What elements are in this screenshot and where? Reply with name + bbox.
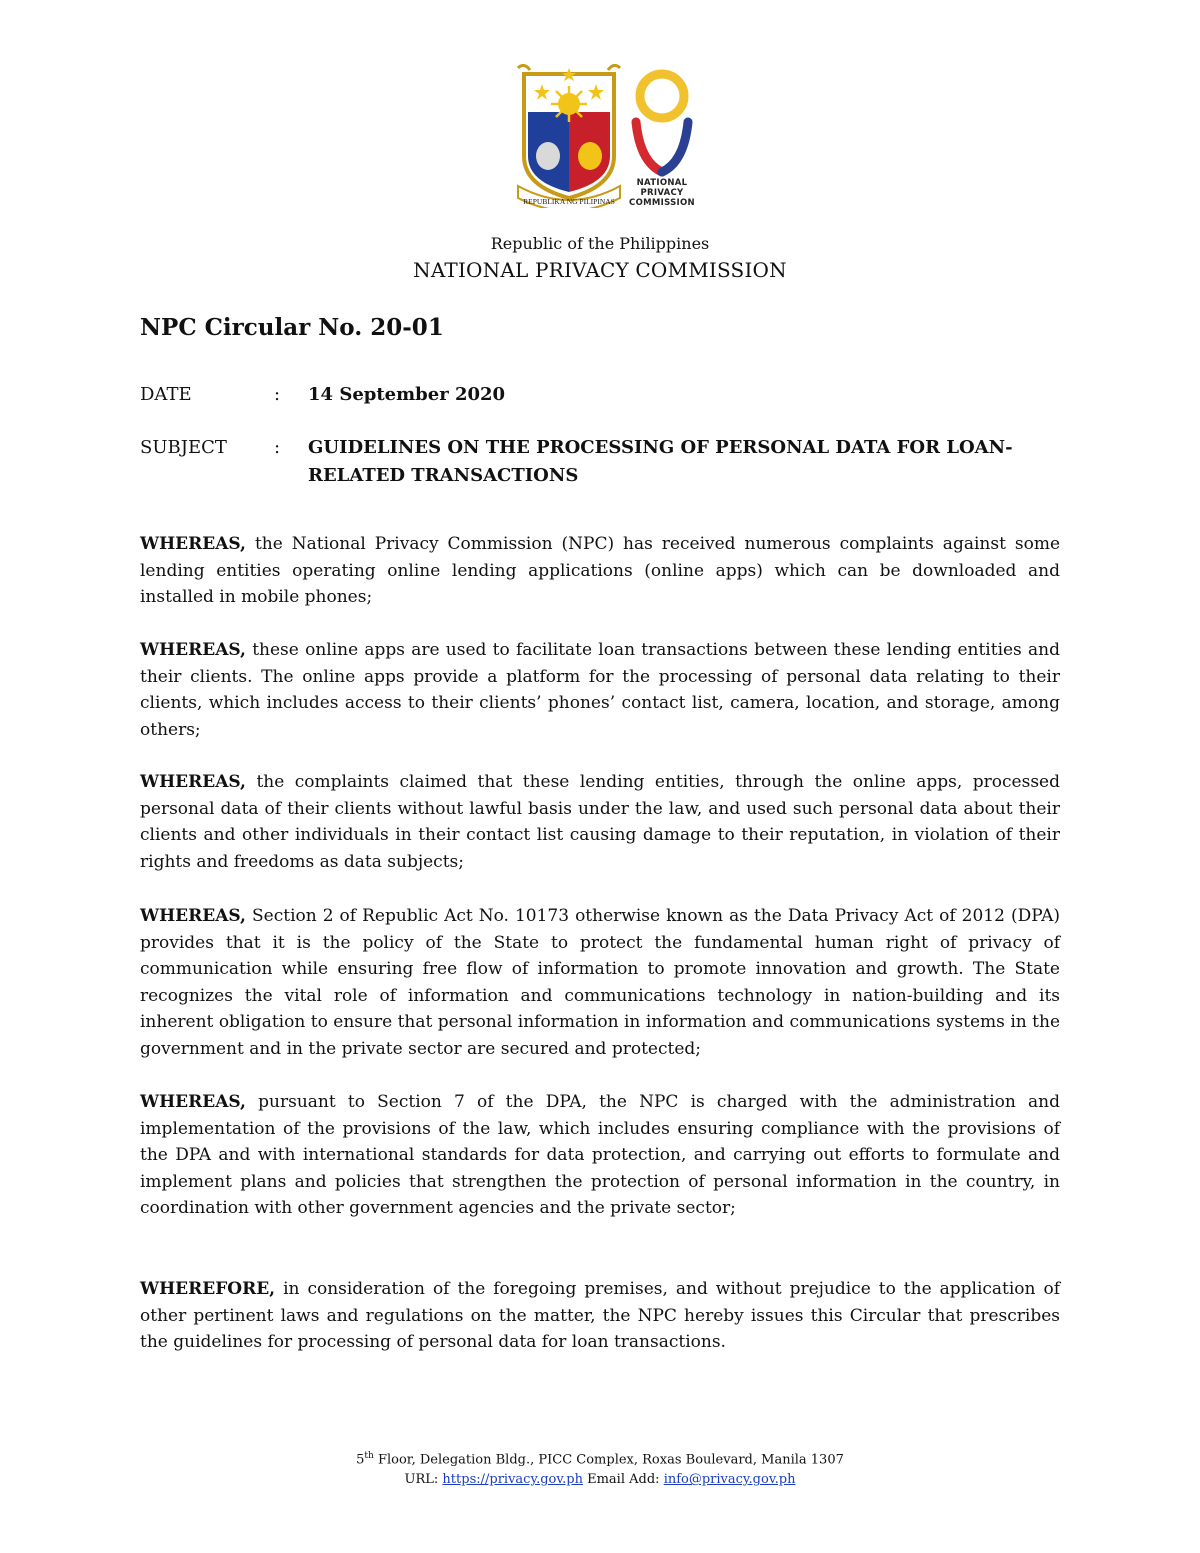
url-label: URL: [404, 1472, 443, 1488]
subject-label: SUBJECT [140, 437, 227, 458]
paragraph-lead: WHEREAS, [140, 534, 246, 554]
footer-contacts [0, 1470, 1200, 1490]
whereas-paragraph-1 [140, 531, 1060, 611]
npc-logo-line-3: COMMISSION [629, 198, 695, 208]
paragraph-body: pursuant to Section 7 of the DPA, the NPC is charged with the administration and implementation of the provisions of the law, which includes ensuring compliance with the provisions of the DPA and with international standards for data protection, and carrying out efforts to formulate and implement plans and policies that strengthen the protection of personal information in the country, in coordination with other government agencies and the private sector; [140, 1092, 1060, 1218]
paragraph-body: in consideration of the foregoing premises, and without prejudice to the application of other pertinent laws and regulations on the matter, the NPC hereby issues this Circular that prescribes the guidelines for processing of personal data for loan transactions. [140, 1279, 1060, 1352]
paragraph-body: the complaints claimed that these lending entities, through the online apps, processed personal data of their clients without lawful basis under the law, and used such personal data about their clients and other individuals in their contact list causing damage to their reputation, in violation of their rights and freedoms as data subjects; [140, 772, 1060, 872]
republic-heading: Republic of the Philippines [490, 234, 710, 253]
npc-logo [622, 66, 702, 221]
page-footer [0, 1446, 1200, 1490]
npc-logo-line-1: NATIONAL [636, 178, 688, 188]
email-label: Email Add: [582, 1472, 664, 1488]
paragraph-body: Section 2 of Republic Act No. 10173 otherwise known as the Data Privacy Act of 2012 (DPA) provides that it is the policy of the State to protect the fundamental human right of privacy of communication while ensuring free flow of information to promote innovation and growth. The State recognizes the vital role of information and communications technology in nation-building and its inherent obligation to ensure that personal information in information and communications systems in the government and in the private sector are secured and protected; [140, 906, 1060, 1059]
paragraph-body: these online apps are used to facilitate loan transactions between these lending entities and their clients. The online apps provide a platform for the processing of personal data relating to their clients, which includes access to their clients’ phones’ contact list, camera, location, and storage, among others; [140, 640, 1060, 740]
website-link[interactable]: https://privacy.gov.ph [442, 1472, 583, 1488]
paragraph-lead: WHEREAS, [140, 772, 246, 792]
whereas-paragraph-5 [140, 1089, 1060, 1222]
keyhole-icon [622, 66, 702, 178]
date-value: 14 September 2020 [308, 384, 506, 405]
paragraph-lead: WHEREFORE, [140, 1279, 276, 1299]
paragraph-body: the National Privacy Commission (NPC) has received numerous complaints against some lending entities operating online lending applications (online apps) which can be downloaded and installed in mobile phones; [140, 534, 1060, 607]
paragraph-lead: WHEREAS, [140, 906, 246, 926]
logo-header [0, 58, 1200, 218]
whereas-paragraph-2 [140, 637, 1060, 743]
whereas-paragraph-4 [140, 903, 1060, 1062]
email-link[interactable]: info@privacy.gov.ph [663, 1472, 796, 1488]
whereas-paragraph-3 [140, 769, 1060, 875]
subject-value: GUIDELINES ON THE PROCESSING OF PERSONAL DATA FOR LOAN-RELATED TRANSACTIONS [308, 437, 1013, 486]
paragraph-lead: WHEREAS, [140, 1092, 246, 1112]
circular-number: NPC Circular No. 20-01 [140, 314, 444, 341]
npc-logo-line-2: PRIVACY [640, 188, 684, 198]
footer-address: 5th Floor, Delegation Bldg., PICC Complex, Roxas Boulevard, Manila 1307 [356, 1451, 844, 1468]
seal-banner-text: REPUBLIKA NG PILIPINAS [523, 197, 615, 206]
philippine-seal-logo [510, 58, 628, 208]
agency-heading: NATIONAL PRIVACY COMMISSION [413, 258, 787, 282]
wherefore-paragraph [140, 1276, 1060, 1356]
subject-colon: : [274, 437, 281, 458]
date-colon: : [274, 384, 281, 405]
date-label: DATE [140, 384, 192, 405]
paragraph-lead: WHEREAS, [140, 640, 246, 660]
